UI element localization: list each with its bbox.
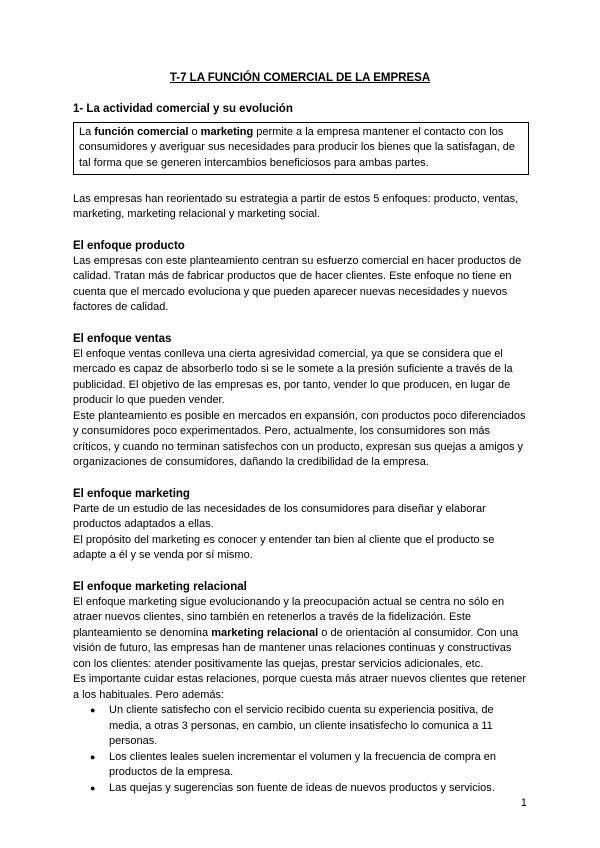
- section-heading-relacional: El enfoque marketing relacional: [73, 580, 247, 593]
- intro-paragraph: Las empresas han reorientado su estrategia a partir de estos 5 enfoques: producto, ventas, marketing, marketing relacional y marketing social.: [73, 192, 519, 221]
- paragraph: El propósito del marketing es conocer y entender tan bien al cliente que el producto se adapte a él y se venda por sí mismo.: [73, 533, 495, 562]
- document-title: T-7 LA FUNCIÓN COMERCIAL DE LA EMPRESA: [169, 72, 431, 84]
- text-run: El enfoque marketing sigue evolucionando y la preocupación actual se centra no sólo en atraer nuevos clientes, sino también en retenerlos a través de la fidelización. Este planteamiento se denomina: [73, 595, 505, 639]
- paragraph: Es importante cuidar estas relaciones, porque cuesta más atraer nuevos clientes que retener a los habituales. Pero además:: [73, 673, 527, 701]
- list-item: ● Un cliente satisfecho con el servicio recibido cuenta su experiencia positiva, de media, a otras 3 personas, en cambio, un cliente insatisfecho lo comunica a 11 personas.: [109, 703, 529, 750]
- box-text: La: [79, 126, 95, 138]
- paragraph: Parte de un estudio de las necesidades de los consumidores para diseñar y elaborar productos adaptados a ellas.: [73, 502, 486, 531]
- section-producto: [73, 238, 529, 316]
- box-text: o: [188, 126, 201, 138]
- text-run: o de orientación al consumidor. Con una visión de futuro, las empresas han de mantener unas relaciones continuas y constructivas con los clientes: atender positivamente las quejas, prestar servicios adicionales, etc.: [73, 626, 519, 670]
- bullet-list: [73, 703, 529, 796]
- paragraph: [73, 595, 529, 673]
- section-relacional: [73, 579, 529, 797]
- paragraph: El enfoque ventas conlleva una cierta agresividad comercial, ya que se considera que el mercado es capaz de absorberlo todo si se le somete a la presión suficiente a través de la publicidad. El objetivo de las empresas es, por tanto, vender lo que producen, en lugar de producir lo que pueden vender.: [73, 347, 513, 407]
- box-term-marketing: marketing: [200, 126, 254, 138]
- section-heading-ventas: El enfoque ventas: [73, 332, 172, 345]
- page-number: 1: [520, 797, 527, 809]
- term-marketing-relacional: marketing relacional: [211, 626, 319, 639]
- document-body: [73, 101, 529, 796]
- section-ventas: [73, 331, 529, 471]
- list-item: ● Los clientes leales suelen incrementar el volumen y la frecuencia de compra en productos de la empresa.: [109, 750, 529, 781]
- section-heading-producto: El enfoque producto: [73, 239, 185, 252]
- section-marketing: [73, 486, 529, 564]
- box-text: permite a la empresa mantener el contacto con los consumidores y averiguar sus necesidades para producir los bienes que la satisfagan, de tal forma que se generen intercambios beneficiosos para ambas partes.: [79, 126, 515, 169]
- section-heading-actividad: 1- La actividad comercial y su evolución: [73, 103, 293, 115]
- paragraph: Este planteamiento es posible en mercados en expansión, con productos poco diferenciados y consumidores poco experimentados. Pero, actualmente, los consumidores son más críticos, y cuando no terminan satisfechos con un producto, expresan sus quejas a amigos y organizaciones de consumidores, dañando la credibilidad de la empresa.: [73, 409, 526, 469]
- section-heading-marketing: El enfoque marketing: [73, 487, 190, 500]
- box-term-funcion-comercial: función comercial: [94, 126, 189, 138]
- paragraph: Las empresas con este planteamiento centran su esfuerzo comercial en hacer productos de calidad. Tratan más de fabricar productos que de hacer clientes. Este enfoque no tiene en cuenta que el mercado evoluciona y que pueden aparecer nuevas necesidades y nuevos factores de calidad.: [73, 254, 522, 314]
- definition-box: [73, 122, 529, 175]
- list-item: ● Las quejas y sugerencias son fuente de ideas de nuevos productos y servicios.: [109, 781, 529, 797]
